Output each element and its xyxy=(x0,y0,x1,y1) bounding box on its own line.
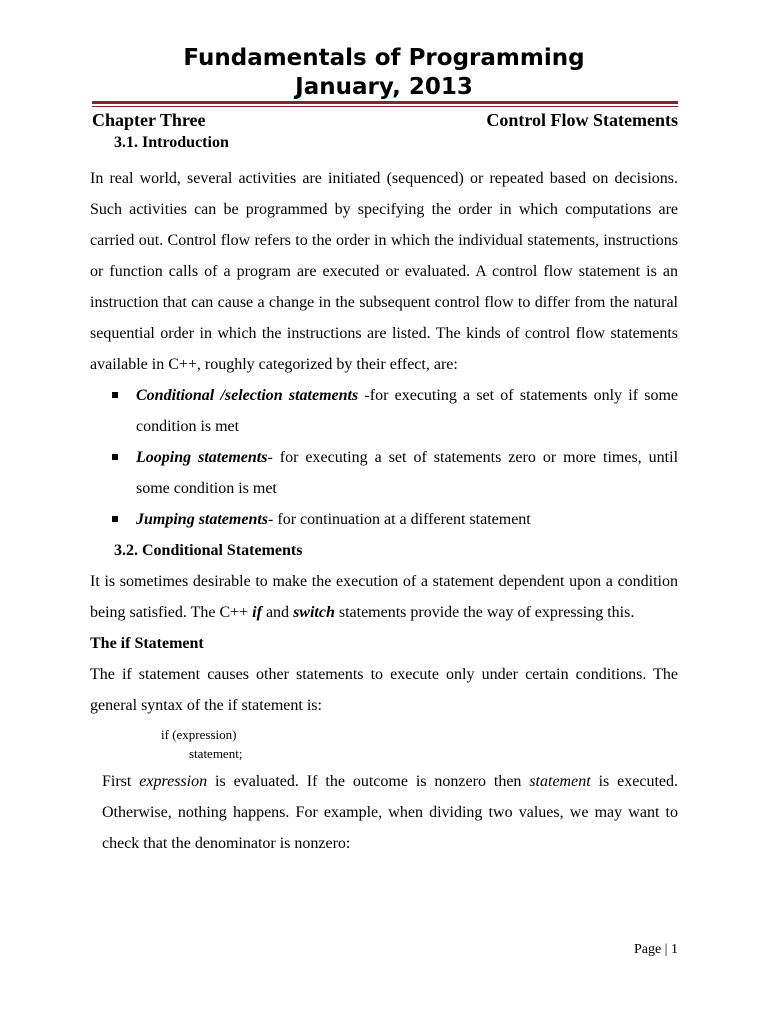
page-number: Page | 1 xyxy=(633,942,678,957)
keyword-switch: switch xyxy=(293,604,335,621)
chapter-title: Control Flow Statements xyxy=(486,110,678,130)
page-body xyxy=(90,132,678,859)
expl-text-mid: is evaluated. If the outcome is nonzero then xyxy=(207,773,530,790)
list-item-term: Conditional /selection statements xyxy=(136,387,359,404)
if-statement-paragraph: The if statement causes other statements to execute only under certain conditions. The general syntax of the if statement is: xyxy=(90,666,678,714)
header-title-line2: January, 2013 xyxy=(295,74,473,100)
intro-heading: 3.1. Introduction xyxy=(114,134,229,151)
square-bullet-icon xyxy=(112,516,118,522)
list-item xyxy=(90,504,678,535)
expl-text-rest: is executed. Otherwise, nothing happens. For example, when dividing two values, we may want to check that the denominator is nonzero: xyxy=(102,773,679,852)
keyword-if: if xyxy=(252,604,262,621)
code-line-2: statement; xyxy=(189,746,243,761)
list-item-desc: - for executing a set of statements zero or more times, until some condition is met xyxy=(136,449,679,497)
conditional-text-and: and xyxy=(261,604,294,621)
square-bullet-icon xyxy=(112,454,118,460)
if-explanation-paragraph xyxy=(90,766,678,859)
expl-term-statement: statement xyxy=(529,773,591,790)
list-item-term: Jumping statements xyxy=(136,511,269,528)
expl-term-expression: expression xyxy=(139,773,208,790)
square-bullet-icon xyxy=(112,392,118,398)
conditional-paragraph xyxy=(90,566,678,628)
list-item-desc: - for continuation at a different statement xyxy=(268,511,531,528)
list-item xyxy=(90,380,678,442)
header-rule-thin xyxy=(92,106,678,107)
expl-text-first: First xyxy=(102,773,140,790)
conditional-text-after: statements provide the way of expressing this. xyxy=(334,604,635,621)
intro-paragraph: In real world, several activities are initiated (sequenced) or repeated based on decisions. Such activities can be programmed by specifying the order in which computations are carried out. Control flow refers to the order in which the individual statements, instructions or function calls of a program are executed or evaluated. A control flow statement is an instruction that can cause a change in the subsequent control flow to differ from the natural sequential order in which the instructions are listed. The kinds of control flow statements available in C++, roughly categorized by their effect, are: xyxy=(90,170,678,373)
header-rule-thick xyxy=(92,101,678,104)
list-item-term: Looping statements xyxy=(136,449,268,466)
list-item xyxy=(90,442,678,504)
document-header-title xyxy=(0,44,768,102)
chapter-heading-row xyxy=(92,109,678,131)
list-item-desc: -for executing a set of statements only if some condition is met xyxy=(136,387,678,435)
header-title-line1: Fundamentals of Programming xyxy=(183,45,585,71)
control-flow-kinds-list xyxy=(90,380,678,535)
if-statement-heading: The if Statement xyxy=(90,635,204,652)
chapter-label: Chapter Three xyxy=(92,110,206,130)
conditional-heading: 3.2. Conditional Statements xyxy=(114,542,303,559)
code-line-1: if (expression) xyxy=(161,727,237,742)
conditional-text-before: It is sometimes desirable to make the execution of a statement dependent upon a condition being satisfied. The C++ xyxy=(90,573,678,621)
